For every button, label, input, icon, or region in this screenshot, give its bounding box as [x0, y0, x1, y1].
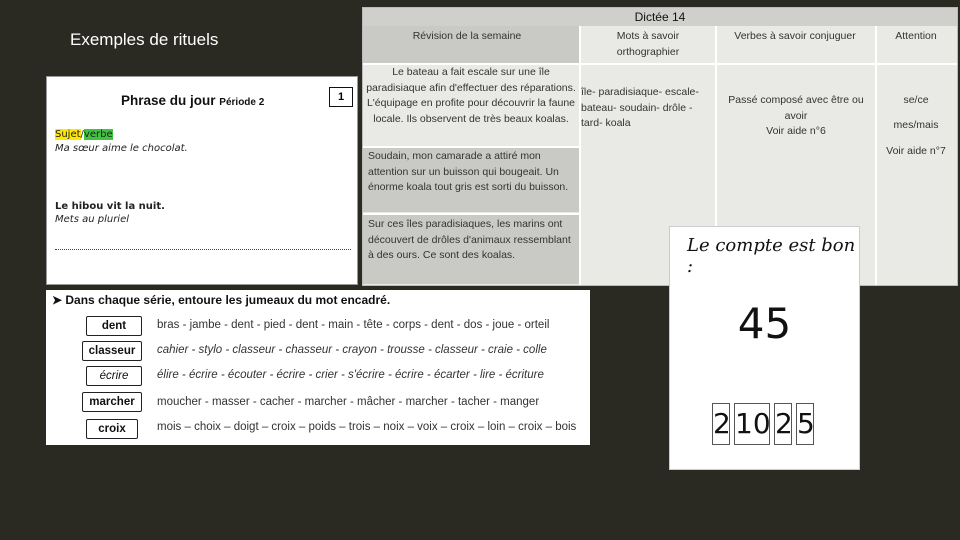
dictee-paragraph: Le bateau a fait escale sur une île paradisiaque afin d'effectuer des réparations. L'équipage en profite pour découvrir la faune locale. Ils observent de très beaux koalas.: [366, 66, 576, 125]
verbes-aide: Voir aide n°6: [766, 125, 826, 137]
jumeaux-exercise: [46, 290, 590, 445]
phrase-du-jour-card: [46, 76, 358, 285]
column-header: Attention: [895, 30, 937, 42]
framed-word: classeur: [82, 341, 142, 361]
mots-list: île- paradisiaque- escale- bateau- soudain- drôle - tard- koala: [581, 86, 699, 129]
column-header: Révision de la semaine: [412, 30, 522, 42]
attention-item: Voir aide n°7: [886, 145, 946, 157]
framed-word: croix: [86, 419, 138, 439]
sujet-verbe-legend: [55, 129, 113, 140]
pdj-instruction: Mets au pluriel: [55, 214, 130, 225]
verbe-label: verbe: [83, 129, 113, 140]
attention-item: se/ce: [903, 94, 929, 106]
number-tile: 2: [774, 403, 792, 445]
pdj-sentence: Le hibou vit la nuit.: [55, 201, 165, 212]
compte-est-bon-title: Le compte est bon :: [687, 235, 856, 277]
divider: [363, 146, 579, 148]
word-series: moucher - masser - cacher - marcher - mâcher - marcher - tacher - manger: [157, 396, 540, 408]
framed-word: dent: [86, 316, 142, 336]
number-tile: 2: [712, 403, 730, 445]
writing-line: [55, 249, 351, 250]
word-series: cahier - stylo - classeur - chasseur - crayon - trousse - classeur - craie - colle: [157, 344, 547, 356]
slash: /: [80, 129, 84, 140]
framed-word: écrire: [86, 366, 142, 386]
pdj-periode: Période 2: [219, 97, 265, 108]
pdj-title-text: Phrase du jour: [121, 93, 216, 108]
number-tile: 10: [734, 403, 770, 445]
word-series: mois – choix – doigt – croix – poids – trois – noix – voix – croix – loin – croix – bois: [157, 421, 577, 433]
verbes-tense: Passé composé avec être ou avoir: [728, 94, 864, 122]
framed-word: marcher: [82, 392, 142, 412]
dictee-title: Dictée 14: [363, 8, 957, 26]
dictee-paragraph: Sur ces îles paradisiaques, les marins ont découvert de drôles d'animaux ressemblant à des ours. Ce sont des koalas.: [368, 218, 571, 261]
pdj-number: 1: [329, 87, 353, 107]
attention-item: mes/mais: [893, 119, 939, 131]
word-series: élire - écrire - écouter - écrire - crier - s'écrire - écrire - écarter - lire - écriture: [157, 369, 544, 381]
jumeaux-instruction: ➤ Dans chaque série, entoure les jumeaux du mot encadré.: [52, 293, 391, 307]
dictee-paragraph: Soudain, mon camarade a attiré mon attention sur un buisson qui bougeait. Un énorme koala tout gris est sorti du buisson.: [368, 150, 569, 193]
divider: [363, 213, 579, 215]
phrase-du-jour-title: [121, 93, 264, 108]
compte-est-bon-card: [669, 226, 860, 470]
target-number: 45: [737, 299, 792, 348]
dictee-table: [362, 7, 958, 286]
slide-title: Exemples de rituels: [70, 30, 219, 49]
column-header: Mots à savoir orthographier: [616, 30, 680, 58]
word-series: bras - jambe - dent - pied - dent - main - tête - corps - dent - dos - joue - orteil: [157, 319, 550, 331]
sujet-label: Sujet: [55, 129, 81, 140]
column-header: Verbes à savoir conjuguer: [734, 30, 856, 42]
pdj-sentence: Ma sœur aime le chocolat.: [55, 143, 188, 154]
number-tile: 5: [796, 403, 814, 445]
